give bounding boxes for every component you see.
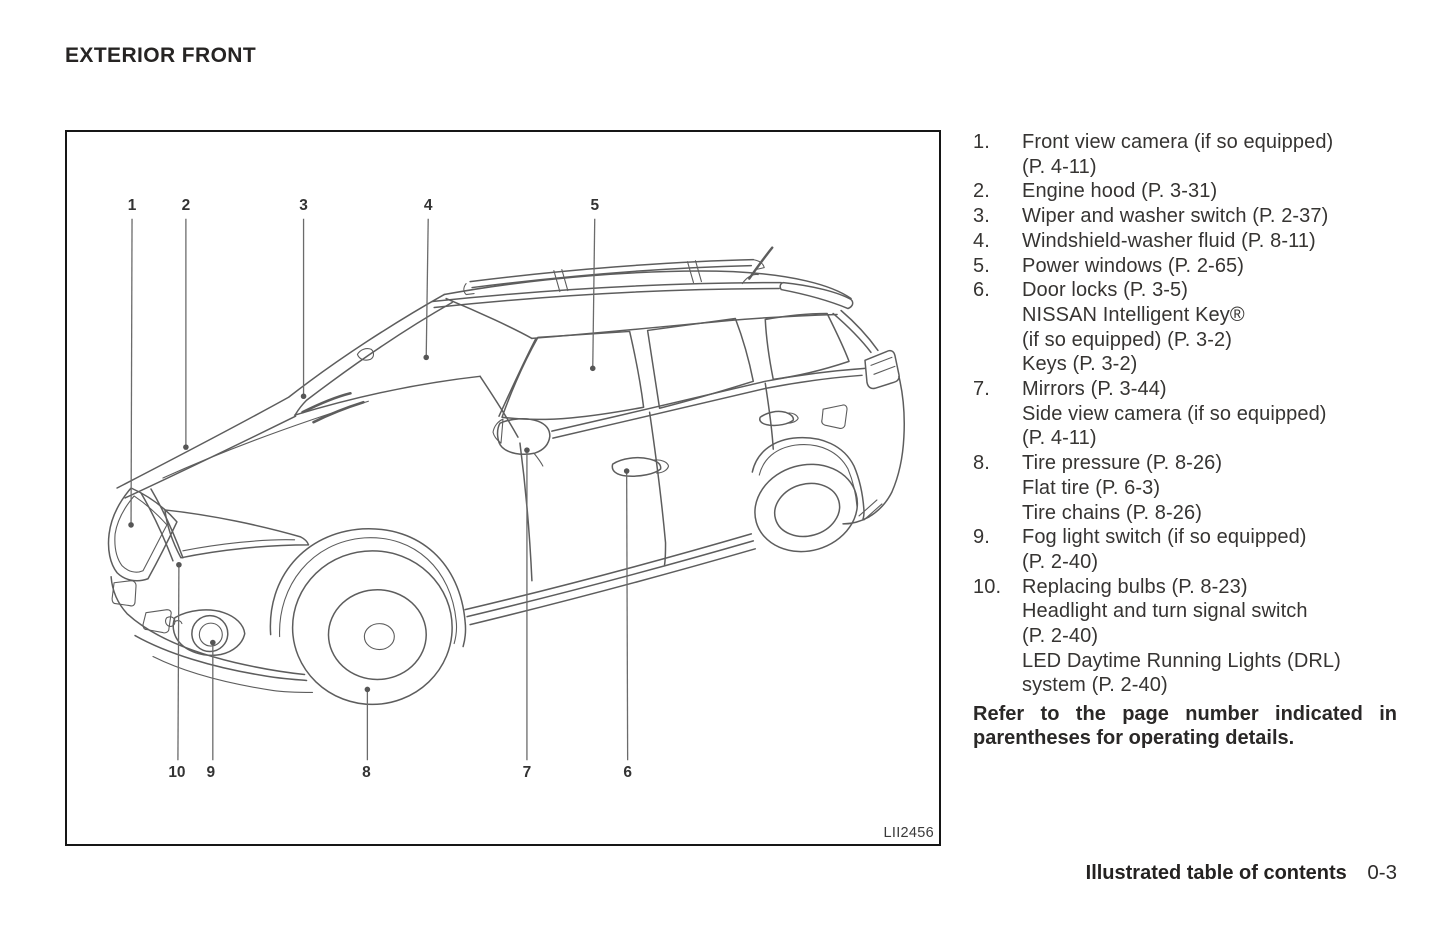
item-number: 9. [973, 526, 990, 549]
callout-number-2: 2 [181, 196, 191, 214]
item-text: Replacing bulbs (P. 8-23) Headlight and turn signal switch (P. 2-40) LED Daytime Running Lights (DRL) system (P. 2-40) [1022, 575, 1341, 697]
item-number: 7. [973, 378, 990, 401]
item-text: Fog light switch (if so equipped) (P. 2-40) [1022, 526, 1307, 573]
callout-line-1 [131, 219, 132, 525]
item-number: 8. [973, 452, 990, 475]
parts-list-panel [973, 130, 1397, 750]
callout-number-5: 5 [590, 196, 600, 214]
vehicle-illustration [67, 132, 939, 844]
parts-list-item [973, 525, 1397, 574]
callout-line-6 [627, 471, 628, 760]
footer-section-title: Illustrated table of contents [1085, 862, 1347, 884]
item-text: Windshield-washer fluid (P. 8-11) [1022, 229, 1316, 252]
figure-code: LII2456 [883, 825, 934, 841]
parts-list-item [973, 204, 1397, 229]
parts-list-item [973, 278, 1397, 377]
parts-list-item [973, 254, 1397, 279]
item-text: Front view camera (if so equipped) (P. 4-11) [1022, 131, 1334, 178]
parts-list [973, 130, 1397, 698]
callout-dot-6 [624, 468, 630, 474]
callout-number-7: 7 [522, 764, 532, 782]
callout-line-4 [426, 219, 428, 358]
parts-list-item [973, 377, 1397, 451]
footer-page-number: 0-3 [1367, 861, 1397, 884]
item-number: 6. [973, 279, 990, 302]
parts-list-item [973, 229, 1397, 254]
callout-dot-1 [128, 522, 134, 528]
callout-dot-4 [423, 355, 429, 361]
item-number: 1. [973, 131, 990, 153]
parts-list-item [973, 179, 1397, 204]
item-number: 3. [973, 205, 990, 228]
parts-list-item [973, 130, 1397, 179]
item-text: Door locks (P. 3-5) NISSAN Intelligent Key® (if so equipped) (P. 3-2) Keys (P. 3-2) [1022, 279, 1245, 376]
item-text: Wiper and washer switch (P. 2-37) [1022, 205, 1329, 228]
item-number: 4. [973, 229, 990, 252]
item-number: 10. [973, 575, 1002, 598]
item-text: Engine hood (P. 3-31) [1022, 180, 1218, 203]
callout-dot-8 [365, 687, 371, 693]
item-number: 5. [973, 254, 990, 277]
callout-dot-7 [524, 447, 530, 453]
callout-dot-9 [210, 640, 216, 646]
callout-number-3: 3 [299, 196, 308, 214]
callout-number-10: 10 [168, 764, 186, 782]
item-number: 2. [973, 180, 990, 203]
page-footer [1086, 861, 1397, 885]
callout-dot-10 [176, 562, 182, 568]
callout-dot-5 [590, 366, 596, 372]
illustration-frame [65, 130, 941, 846]
item-text: Power windows (P. 2-65) [1022, 254, 1245, 277]
callout-dot-2 [183, 444, 189, 450]
callout-line-10 [178, 565, 179, 760]
page-title: EXTERIOR FRONT [65, 44, 257, 67]
reference-note: Refer to the page number indicated in parentheses for operating details. [973, 703, 1397, 749]
parts-list-item [973, 451, 1397, 525]
car-drawing [108, 248, 904, 705]
callout-number-9: 9 [206, 764, 216, 782]
callout-number-8: 8 [362, 764, 371, 782]
item-text: Tire pressure (P. 8-26) Flat tire (P. 6-3) Tire chains (P. 8-26) [1022, 452, 1223, 524]
parts-list-item [973, 575, 1397, 699]
callout-number-4: 4 [423, 196, 433, 214]
callout-layer [128, 197, 633, 781]
item-text: Mirrors (P. 3-44) Side view camera (if so equipped) (P. 4-11) [1022, 378, 1327, 450]
callout-dot-3 [301, 393, 307, 399]
callout-number-1: 1 [127, 196, 137, 214]
callout-number-6: 6 [623, 764, 632, 782]
